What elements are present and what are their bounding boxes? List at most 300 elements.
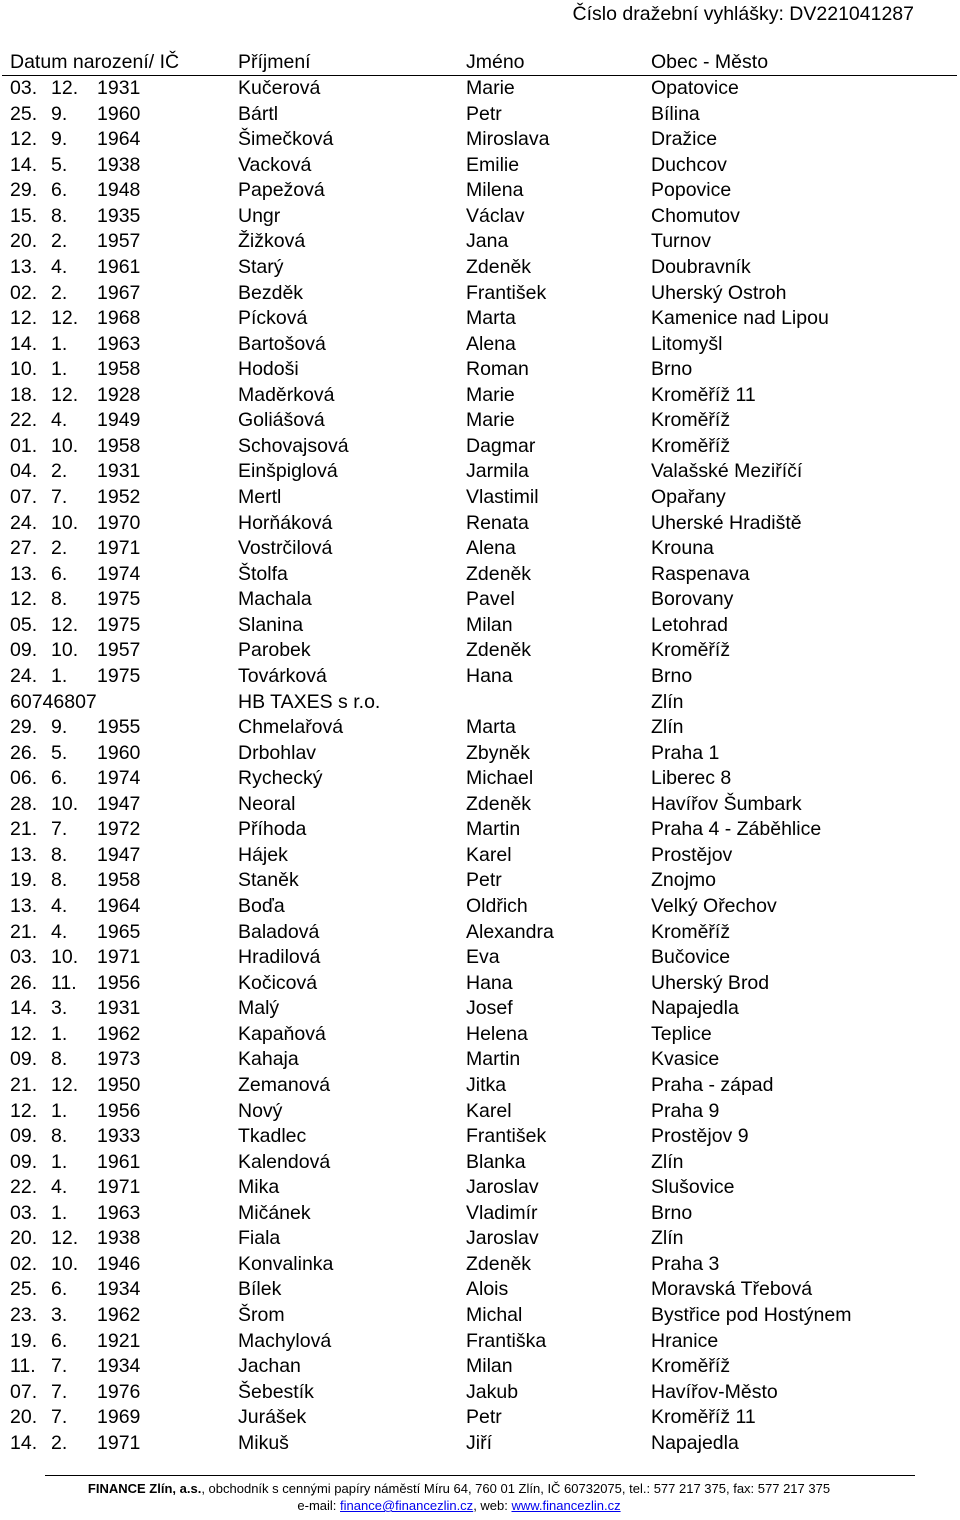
cell-firstname: Dagmar: [466, 434, 536, 457]
cell-birth-year: 1968: [97, 307, 141, 330]
cell-birth-day: 09.: [10, 1048, 38, 1071]
cell-city: Hranice: [651, 1329, 719, 1352]
footer-email-label: e-mail:: [297, 1498, 341, 1513]
cell-birth-year: 1962: [97, 1304, 141, 1326]
cell-surname: Kalendová: [238, 1150, 331, 1173]
cell-birth-month: 8.: [51, 204, 68, 227]
cell-firstname: Pavel: [466, 588, 515, 611]
table-row: [0, 383, 960, 409]
cell-birth-month: 5.: [51, 153, 68, 176]
cell-birth-month: 4.: [51, 255, 68, 278]
cell-firstname: Milan: [466, 1355, 513, 1378]
cell-birth-month: 9.: [51, 102, 68, 125]
cell-birth-year: 1928: [97, 383, 141, 406]
cell-firstname: Vladimír: [466, 1201, 538, 1224]
cell-birth-day: 11.: [10, 1355, 36, 1378]
cell-birth-year: 1956: [97, 1099, 141, 1122]
cell-surname: Nový: [238, 1099, 283, 1122]
cell-city: Borovany: [651, 588, 734, 611]
cell-firstname: Zdeněk: [466, 792, 532, 815]
cell-surname: Tkadlec: [238, 1125, 307, 1148]
cell-birth-month: 12.: [51, 1227, 79, 1250]
cell-city: Kroměříž: [651, 639, 731, 662]
cell-birth-year: 1961: [97, 255, 141, 278]
cell-birth-month: 1.: [51, 1099, 68, 1122]
table-row: [0, 1226, 960, 1252]
cell-birth-year: 1973: [97, 1048, 141, 1071]
cell-city: Brno: [651, 358, 693, 381]
column-header-city: Obec - Město: [651, 51, 769, 73]
footer-line-1: [0, 1480, 918, 1497]
cell-firstname: Jaroslav: [466, 1227, 539, 1250]
cell-birth-day: 03.: [10, 946, 38, 969]
cell-birth-year: 1971: [97, 946, 141, 969]
cell-city: Znojmo: [651, 869, 717, 892]
cell-birth-year: 1965: [97, 920, 141, 943]
table-row: [0, 920, 960, 946]
table-row: [0, 613, 960, 639]
cell-birth-month: 4.: [51, 1176, 68, 1199]
cell-surname: Drbohlav: [238, 741, 317, 764]
footer-address: , obchodník s cennými papíry náměstí Míru 64, 760 01 Zlín, IČ 60732075, tel.: 577 217 375, fax: 577 217 375: [201, 1481, 831, 1496]
cell-birth-month: 2.: [51, 537, 68, 560]
cell-birth-month: 1.: [51, 1201, 68, 1224]
cell-surname: Bezděk: [238, 281, 304, 304]
cell-birth-month: 6.: [51, 1329, 68, 1352]
cell-birth-day: 05.: [10, 613, 38, 636]
cell-surname: Bílek: [238, 1278, 282, 1301]
cell-birth-day: 20.: [10, 1227, 38, 1250]
cell-birth-day: 22.: [10, 409, 38, 432]
cell-birth-month: 1.: [51, 664, 68, 687]
table-body: [0, 76, 960, 1456]
table-row: [0, 664, 960, 690]
cell-firstname: Marta: [466, 716, 516, 739]
cell-birth-day: 29.: [10, 179, 38, 202]
cell-firstname: Alexandra: [466, 920, 554, 943]
cell-birth-year: 1931: [97, 460, 141, 483]
cell-city: Kroměříž 11: [651, 383, 756, 406]
cell-birth-day: 13.: [10, 843, 38, 866]
cell-surname: Baladová: [238, 920, 320, 943]
cell-birth-day: 10.: [10, 358, 38, 381]
cell-birth-year: 1921: [97, 1329, 141, 1352]
cell-surname: Štolfa: [238, 562, 288, 585]
cell-surname: Kočicová: [238, 971, 318, 994]
cell-city: Zlín: [651, 1150, 684, 1173]
cell-birth-month: 9.: [51, 128, 68, 151]
cell-firstname: Helena: [466, 1022, 528, 1045]
cell-city: Uherský Brod: [651, 971, 770, 994]
cell-city: Prostějov 9: [651, 1125, 749, 1148]
cell-birth-month: 7.: [51, 486, 68, 508]
cell-birth-month: 2.: [51, 460, 68, 483]
cell-city: Moravská Třebová: [651, 1278, 813, 1301]
cell-birth-day: 07.: [10, 1380, 38, 1403]
cell-firstname: Jitka: [466, 1073, 507, 1096]
cell-surname: Goliášová: [238, 409, 325, 432]
cell-birth-day: 22.: [10, 1176, 38, 1199]
cell-birth-year: 1963: [97, 1201, 141, 1224]
cell-birth-day: 02.: [10, 1252, 38, 1275]
cell-surname: Kahaja: [238, 1048, 299, 1071]
table-row: [0, 562, 960, 588]
cell-birth-day: 24.: [10, 511, 38, 534]
cell-city: Kroměříž: [651, 1355, 731, 1378]
cell-firstname: Emilie: [466, 153, 520, 176]
cell-birth-day: 23.: [10, 1304, 38, 1326]
cell-surname: Pícková: [238, 307, 308, 330]
cell-firstname: Zdeněk: [466, 1252, 532, 1275]
cell-firstname: Miroslava: [466, 128, 550, 151]
cell-surname: Kučerová: [238, 77, 321, 99]
cell-birth-year: 1952: [97, 486, 141, 508]
cell-city: Praha 4 - Záběhlice: [651, 818, 822, 841]
table-row: [0, 766, 960, 792]
cell-firstname: Michael: [466, 767, 534, 790]
table-row: [0, 255, 960, 281]
cell-surname: Mičánek: [238, 1201, 311, 1224]
cell-surname: Vostrčilová: [238, 537, 333, 560]
cell-birth-day: 07.: [10, 486, 38, 508]
cell-surname: Příhoda: [238, 818, 307, 841]
cell-birth-year: 1938: [97, 1227, 141, 1250]
cell-birth-year: 1934: [97, 1278, 141, 1301]
cell-birth-day: 13.: [10, 895, 38, 917]
cell-surname: Parobek: [238, 639, 311, 662]
cell-surname: Fiala: [238, 1227, 281, 1250]
cell-birth-day: 24.: [10, 664, 38, 687]
cell-birth-day: 25.: [10, 1278, 38, 1301]
cell-city: Kroměříž: [651, 409, 731, 432]
table-row: [0, 1175, 960, 1201]
cell-surname: Šebestík: [238, 1380, 314, 1403]
cell-birth-year: 1950: [97, 1073, 141, 1096]
cell-surname: Šimečková: [238, 128, 334, 151]
cell-birth-day: 19.: [10, 869, 38, 892]
cell-surname: Mikuš: [238, 1431, 289, 1454]
cell-birth-month: 6.: [51, 767, 68, 790]
table-row: [0, 1303, 960, 1329]
footer-email-link[interactable]: finance@financezlin.cz: [340, 1498, 474, 1513]
cell-birth-year: 1975: [97, 664, 141, 687]
cell-birth-month: 7.: [51, 818, 68, 841]
cell-firstname: Milena: [466, 179, 524, 202]
cell-birth-month: 3.: [51, 1304, 68, 1326]
cell-birth-day: 19.: [10, 1329, 38, 1352]
cell-city: Popovice: [651, 179, 732, 202]
cell-birth-day: 01.: [10, 434, 38, 457]
cell-city: Chomutov: [651, 204, 740, 227]
table-row: [0, 817, 960, 843]
cell-birth-month: 2.: [51, 281, 68, 304]
cell-birth-month: 3.: [51, 997, 68, 1020]
cell-firstname: Marie: [466, 77, 515, 99]
cell-birth-month: 10.: [51, 639, 79, 662]
cell-birth-day: 18.: [10, 383, 38, 406]
cell-birth-month: 8.: [51, 869, 68, 892]
cell-city: Valašské Meziříčí: [651, 460, 803, 483]
cell-surname: Rychecký: [238, 767, 323, 790]
cell-city: Slušovice: [651, 1176, 735, 1199]
table-row: [0, 1354, 960, 1380]
cell-birth-day: 13.: [10, 255, 38, 278]
cell-firstname: Michal: [466, 1304, 523, 1326]
cell-birth-month: 6.: [51, 1278, 68, 1301]
cell-firstname: Jarmila: [466, 460, 529, 483]
cell-birth-day: 12.: [10, 588, 38, 611]
table-row: [0, 868, 960, 894]
table-row: [0, 434, 960, 460]
cell-birth-year: 1960: [97, 741, 141, 764]
table-row: [0, 1252, 960, 1278]
table-row: [0, 1380, 960, 1406]
cell-birth-day: 14.: [10, 1431, 38, 1454]
cell-firstname: Zdeněk: [466, 562, 532, 585]
cell-firstname: Marie: [466, 409, 515, 432]
table-row: [0, 102, 960, 128]
table-row: [0, 1150, 960, 1176]
cell-birth-year: 1947: [97, 792, 141, 815]
table-row: [0, 971, 960, 997]
cell-firstname: Zdeněk: [466, 255, 532, 278]
cell-city: Havířov Šumbark: [651, 792, 802, 815]
cell-firstname: Petr: [466, 869, 502, 892]
cell-city: Bílina: [651, 102, 700, 125]
cell-birth-month: 10.: [51, 792, 79, 815]
cell-firstname: Karel: [466, 843, 512, 866]
cell-firstname: František: [466, 281, 547, 304]
cell-surname: Hodoši: [238, 358, 299, 381]
cell-firstname: Petr: [466, 102, 502, 125]
cell-firstname: Blanka: [466, 1150, 526, 1173]
cell-birth-month: 4.: [51, 920, 68, 943]
cell-surname: Machylová: [238, 1329, 332, 1352]
cell-birth-day: 04.: [10, 460, 38, 483]
cell-birth-year: 1975: [97, 613, 141, 636]
cell-firstname: Karel: [466, 1099, 512, 1122]
cell-birth-month: 6.: [51, 562, 68, 585]
cell-surname: Machala: [238, 588, 312, 611]
cell-birth-year: 1969: [97, 1406, 141, 1429]
cell-birth-day: 21.: [10, 818, 38, 841]
cell-surname: Bartošová: [238, 332, 326, 355]
cell-birth-day: 14.: [10, 332, 38, 355]
cell-birth-year: 1962: [97, 1022, 141, 1045]
cell-firstname: Zdeněk: [466, 639, 532, 662]
cell-birth-month: 2.: [51, 1431, 68, 1454]
cell-firstname: Františka: [466, 1329, 547, 1352]
cell-surname: Maděrková: [238, 383, 335, 406]
cell-city: Doubravník: [651, 255, 751, 278]
cell-birth-day: 21.: [10, 1073, 38, 1096]
cell-surname: Zemanová: [238, 1073, 331, 1096]
table-row: [0, 281, 960, 307]
cell-city: Brno: [651, 664, 693, 687]
cell-birth-year: 1974: [97, 767, 141, 790]
cell-birth-day: 14.: [10, 997, 38, 1020]
cell-city: Kroměříž: [651, 920, 731, 943]
cell-birth-month: 12.: [51, 77, 79, 99]
cell-birth-year: 1960: [97, 102, 141, 125]
table-row: [0, 690, 960, 716]
table-row: [0, 229, 960, 255]
table-row: [0, 792, 960, 818]
table-row: [0, 894, 960, 920]
cell-surname: Jurášek: [238, 1406, 307, 1429]
footer-company: FINANCE Zlín, a.s.: [87, 1481, 202, 1496]
cell-birth-month: 10.: [51, 1252, 79, 1275]
cell-surname: Mika: [238, 1176, 280, 1199]
cell-birth-day: 09.: [10, 639, 38, 662]
cell-city: Raspenava: [651, 562, 750, 585]
cell-birth-year: 1949: [97, 409, 141, 432]
cell-birth-day: 14.: [10, 153, 38, 176]
table-row: [0, 127, 960, 153]
table-row: [0, 306, 960, 332]
cell-birth-day: 03.: [10, 1201, 38, 1224]
cell-birth-year: 1958: [97, 869, 141, 892]
cell-surname: Šrom: [238, 1304, 285, 1326]
cell-firstname: Jiří: [466, 1431, 492, 1454]
cell-surname: Vacková: [238, 153, 312, 176]
cell-birth-month: 2.: [51, 230, 68, 253]
cell-surname: Einšpiglová: [238, 460, 338, 483]
table-row: [0, 357, 960, 383]
cell-surname: Chmelařová: [238, 716, 344, 739]
cell-surname: Malý: [238, 997, 280, 1020]
cell-birth-year: 1933: [97, 1125, 141, 1148]
cell-birth-month: 5.: [51, 741, 68, 764]
cell-firstname: Václav: [466, 204, 525, 227]
cell-city: Praha 9: [651, 1099, 720, 1122]
cell-birth-year: 1967: [97, 281, 141, 304]
cell-birth-year: 1955: [97, 716, 141, 739]
cell-birth-year: 1931: [97, 997, 141, 1020]
cell-city: Kvasice: [651, 1048, 720, 1071]
cell-company-id: 60746807: [10, 690, 97, 713]
cell-birth-day: 27.: [10, 537, 38, 560]
cell-birth-month: 8.: [51, 588, 68, 611]
cell-birth-month: 8.: [51, 843, 68, 866]
cell-firstname: Jana: [466, 230, 509, 253]
table-row: [0, 485, 960, 511]
cell-birth-month: 12.: [51, 613, 79, 636]
cell-firstname: Alena: [466, 332, 516, 355]
cell-city: Bučovice: [651, 946, 731, 969]
cell-birth-year: 1956: [97, 971, 141, 994]
footer-web-label: , web:: [473, 1498, 512, 1513]
cell-surname: Boďa: [238, 895, 285, 917]
table-row: [0, 511, 960, 537]
cell-birth-day: 03.: [10, 77, 38, 99]
cell-birth-month: 8.: [51, 1048, 68, 1071]
cell-city: Opařany: [651, 486, 726, 508]
cell-birth-year: 1972: [97, 818, 141, 841]
table-row: [0, 996, 960, 1022]
cell-birth-day: 26.: [10, 971, 38, 994]
cell-birth-day: 21.: [10, 920, 38, 943]
cell-firstname: Hana: [466, 664, 513, 687]
cell-birth-month: 10.: [51, 511, 79, 534]
cell-firstname: Vlastimil: [466, 486, 539, 508]
cell-city: Praha 1: [651, 741, 720, 764]
cell-firstname: Alois: [466, 1278, 509, 1301]
cell-city: Kroměříž: [651, 434, 731, 457]
cell-birth-year: 1947: [97, 843, 141, 866]
cell-birth-month: 12.: [51, 1073, 79, 1096]
table-row: [0, 587, 960, 613]
cell-birth-day: 12.: [10, 307, 38, 330]
cell-city: Zlín: [651, 1227, 684, 1250]
cell-birth-month: 7.: [51, 1355, 68, 1378]
cell-city: Havířov-Město: [651, 1380, 778, 1403]
cell-city: Duchcov: [651, 153, 727, 176]
cell-birth-day: 09.: [10, 1150, 38, 1173]
table-row: [0, 1073, 960, 1099]
cell-birth-day: 12.: [10, 1022, 38, 1045]
cell-firstname: Jakub: [466, 1380, 519, 1403]
cell-firstname: Petr: [466, 1406, 502, 1429]
cell-birth-month: 4.: [51, 409, 68, 432]
cell-birth-year: 1974: [97, 562, 141, 585]
table-row: [0, 536, 960, 562]
cell-firstname: Roman: [466, 358, 529, 381]
cell-surname: Staněk: [238, 869, 299, 892]
cell-city: Dražice: [651, 128, 718, 151]
table-row: [0, 76, 960, 102]
document-number: Číslo dražební vyhlášky: DV221041287: [572, 3, 914, 25]
cell-birth-year: 1961: [97, 1150, 141, 1173]
column-header-surname: Příjmení: [238, 51, 311, 73]
cell-firstname: Renata: [466, 511, 529, 534]
cell-birth-month: 10.: [51, 434, 79, 457]
cell-city: Letohrad: [651, 613, 728, 636]
cell-surname: Hájek: [238, 843, 288, 866]
cell-city: Kamenice nad Lipou: [651, 307, 829, 330]
cell-city: Uherské Hradiště: [651, 511, 802, 534]
cell-birth-day: 25.: [10, 102, 38, 125]
table-row: [0, 178, 960, 204]
cell-birth-month: 9.: [51, 716, 68, 739]
cell-city: Kroměříž 11: [651, 1406, 756, 1429]
table-row: [0, 1277, 960, 1303]
cell-surname: Horňáková: [238, 511, 333, 534]
cell-birth-year: 1970: [97, 511, 141, 534]
cell-city: Napajedla: [651, 1431, 739, 1454]
cell-city: Napajedla: [651, 997, 739, 1020]
cell-surname: Továrková: [238, 664, 327, 687]
table-row: [0, 1431, 960, 1457]
cell-surname: Schovajsová: [238, 434, 349, 457]
table-row: [0, 1124, 960, 1150]
cell-birth-month: 7.: [51, 1380, 68, 1403]
cell-surname: Starý: [238, 255, 284, 278]
cell-birth-year: 1976: [97, 1380, 141, 1403]
cell-firstname: Milan: [466, 613, 513, 636]
table-row: [0, 715, 960, 741]
cell-surname: Ungr: [238, 204, 281, 227]
cell-birth-month: 10.: [51, 946, 79, 969]
table-row: [0, 1047, 960, 1073]
cell-firstname: Marta: [466, 307, 516, 330]
cell-city: Praha 3: [651, 1252, 720, 1275]
cell-firstname: Martin: [466, 1048, 521, 1071]
cell-birth-year: 1957: [97, 230, 141, 253]
cell-surname: Žižková: [238, 230, 306, 253]
footer-web-link[interactable]: www.financezlin.cz: [511, 1498, 621, 1513]
table-row: [0, 1099, 960, 1125]
